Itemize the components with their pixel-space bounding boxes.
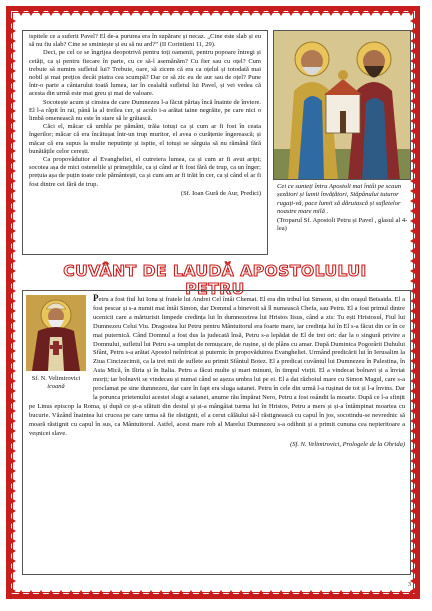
border-triangle [11, 138, 16, 144]
border-triangle [138, 11, 144, 16]
border-triangle [268, 11, 274, 16]
top-signature: (Sf. Ioan Gură de Aur, Predici) [180, 189, 261, 197]
top-paragraph-3: Socotește acum și cinstea de care Dumnezeu l-a făcut părtaș încă înainte de înviere. El l-a răpit în rai, până la al treilea cer, și acolo i-a arătat taine negrăite, pe care nici o limbă omenească nu este în stare să le grăiască. [29, 98, 261, 123]
drop-letter: P [93, 293, 99, 303]
border-triangle [11, 168, 16, 174]
icon-caption-name: Sf. N. Velimirovici [31, 375, 81, 382]
border-triangle [11, 538, 16, 544]
border-triangle [278, 590, 284, 595]
border-triangle [11, 498, 16, 504]
border-triangle [18, 11, 24, 16]
border-triangle [38, 11, 44, 16]
border-triangle [11, 458, 16, 464]
border-triangle [388, 590, 394, 595]
border-triangle [11, 588, 16, 594]
article-title: CUVÂNT DE LAUDĂ APOSTOLULUI PETRU [63, 262, 367, 298]
border-triangle [368, 11, 374, 16]
border-triangle [410, 588, 415, 594]
velimirovici-icon-illustration [26, 295, 86, 371]
border-triangle [11, 378, 16, 384]
border-triangle [258, 11, 264, 16]
border-triangle [288, 11, 294, 16]
border-triangle [11, 508, 16, 514]
border-triangle [148, 590, 154, 595]
border-triangle [338, 590, 344, 595]
border-triangle [11, 238, 16, 244]
apostles-icon-illustration [274, 31, 411, 180]
border-triangle [248, 590, 254, 595]
border-triangle [410, 278, 415, 284]
border-triangle [268, 590, 274, 595]
bottom-article-source: (Sf. N. Velimirovici, Prologele de la Ohrida) [290, 440, 405, 448]
border-triangle [398, 590, 404, 595]
troparion-text: Cei ce sunteți întru Apostoli mai întâi pe scaun șezători și lumii învățători, Stăpânului tuturor rugați-vă, pace lumii să dăruiască și sufletelor noastre mare milă . [277, 183, 402, 216]
border-triangle [378, 590, 384, 595]
border-triangle [48, 590, 54, 595]
border-triangle [11, 198, 16, 204]
border-triangle [11, 338, 16, 344]
border-triangle [11, 488, 16, 494]
troparion-source: (Troparul Sf. Apostoli Petru și Pavel , glasul al 4-lea) [277, 216, 408, 233]
border-triangle [168, 11, 174, 16]
border-triangle [410, 268, 415, 274]
top-paragraph-5: Ca propovăduitor al Evangheliei, el cutreiera lumea, ca și cum ar fi avut aripi; socotea așa de mici ostenelile și primejdiile, ca și când ar fi fost fără de trup, ca un înger; prețuia așa de puțin toate cele pământești, ca și cum am ar fi trăit în cer, ca și când el ar fi fost dintre cei fără de trup. [29, 156, 262, 188]
border-triangle [11, 88, 16, 94]
border-triangle [11, 518, 16, 524]
border-triangle [11, 468, 16, 474]
border-triangle [11, 28, 16, 34]
border-triangle [78, 590, 84, 595]
border-triangle [198, 590, 204, 595]
velimirovici-icon-image [26, 295, 86, 371]
border-triangle [11, 208, 16, 214]
border-triangle [188, 11, 194, 16]
border-triangle [11, 438, 16, 444]
border-triangle [68, 11, 74, 16]
border-triangle [328, 590, 334, 595]
border-triangle [11, 128, 16, 134]
border-triangle [11, 258, 16, 264]
border-triangle [11, 178, 16, 184]
border-triangle [410, 238, 415, 244]
border-triangle [298, 11, 304, 16]
border-triangle [388, 11, 394, 16]
border-triangle [98, 11, 104, 16]
border-triangle [18, 590, 24, 595]
border-triangle [11, 398, 16, 404]
border-triangle [11, 288, 16, 294]
border-triangle [118, 11, 124, 16]
border-triangle [318, 590, 324, 595]
border-triangle [238, 11, 244, 16]
apostles-icon-image [273, 30, 411, 180]
border-triangle [11, 478, 16, 484]
border-triangle [11, 348, 16, 354]
border-triangle [11, 218, 16, 224]
border-triangle [11, 118, 16, 124]
border-triangle [138, 590, 144, 595]
border-triangle [58, 11, 64, 16]
border-triangle [11, 18, 16, 24]
border-triangle [208, 590, 214, 595]
top-paragraph-4: Căci el, măcar că umbla pe pământ, trăia totuși ca și cum ar fi fost în ceata îngerilor; măcar că era încătușat într-un trup muritor, el avea o curățenie îngerească; și măcar că era supus la multe neputințe și ispite, el totuși se sârguia să nu rămână fără bunătățile celor cerești. [29, 123, 261, 155]
border-triangle [358, 11, 364, 16]
top-article [22, 30, 268, 255]
border-triangle [11, 188, 16, 194]
border-triangle [98, 590, 104, 595]
border-triangle [188, 590, 194, 595]
border-triangle [338, 11, 344, 16]
border-triangle [11, 408, 16, 414]
border-triangle [158, 590, 164, 595]
bottom-article-text: etru a fost fiul lui Iona și fratele lui Andrei Cel întâi Chemat. El era din tribul lui Simeon, și din orașul Betsaida. El a fost pescar și s-a numit mai întâi Simon, dar Domnul a binevoit să îl numească Chefa, sau Petru. El a fost primul dintre ucenicii care a mărturisit limpede credința lui în dumnezeirea lui Hristos Iisus, când a zis: Tu ești Hristosul, Fiul lui Dumnezeu Celui Viu. Dragostea lui Petru pentru Mântuitorul era foarte mare, iar credința lui în El s-a făcut din ce în ce mai puternică. Când Domnul a fost dus la judecată însă, Petru s-a lepădat de El de trei ori: dar la o singură privire a Domnului, sufletul lui Petru s-a umplut de remușcare, de rușine, și de plâns cu amar. După Duminica Pogorârii Duhului Sfânt, Petru s-a arătat Apostol neînfricat și puternic în propovăduirea Evangheliei. Urmând predicării lui în Ierusalim la Ziua Cincizecimii, ca la trei mii de suflete au primit Sfântul Botez. El a predicat cuvântul lui Dumnezeu în Palestina, în Asia Mică, în Iliria și în Italia. Petru a făcut multe și mari minuni, în timpul vieții. El a vindecat bolnavi și a înviat morți; iar bolnavii se vindecau și numai când se așeza umbra lui pe ei. El a dat războiul mare cu Simon Magul, care s-a proclamat pe sine dumnezeu, dar care în fapt era sluga satanei. Petru în cele din urmă l-a rușinat de tot și l-a învins. Dar la porunca prietenului acestei slugi a satanei, anume rău împărat Nero, Petru a fost osândit la moarte. După ce l-a sfințit pe Linus episcop la Roma, și după ce și-a sfătuit din destul și și-a mângâiat turma lui în Hristos, Petru a mers și și-a întâmpinat moartea cu bucurie. Văzând înaintea lui crucea pe care urma să fie răstignit, el a cerut călăului să-l răstignească cu capul în jos, socotindu-se nevrednic să moară răstignit cu capul în sus, ca Mântuitorul. Astfel, acest mare rob al Marelui Dumnezeu s-a odihnit și a primit cununa cea nepieritoare a veșnicei slave. [29, 296, 405, 437]
border-triangle [288, 590, 294, 595]
border-triangle [28, 11, 34, 16]
border-triangle [11, 318, 16, 324]
border-triangle [108, 11, 114, 16]
border-triangle [11, 148, 16, 154]
border-triangle [298, 590, 304, 595]
troparion-caption [277, 183, 411, 233]
border-triangle [11, 388, 16, 394]
border-triangle [178, 11, 184, 16]
border-triangle [11, 418, 16, 424]
border-triangle [11, 58, 16, 64]
border-triangle [11, 248, 16, 254]
border-triangle [148, 11, 154, 16]
border-triangle [11, 98, 16, 104]
border-triangle [318, 11, 324, 16]
border-triangle [28, 590, 34, 595]
border-triangle [128, 11, 134, 16]
border-triangle [11, 48, 16, 54]
border-triangle [11, 108, 16, 114]
border-triangle [11, 368, 16, 374]
border-triangle [78, 11, 84, 16]
border-triangle [11, 278, 16, 284]
border-triangle [178, 590, 184, 595]
border-triangle [228, 590, 234, 595]
border-triangle [398, 11, 404, 16]
border-triangle [118, 590, 124, 595]
bottom-article [22, 290, 411, 575]
border-triangle [238, 590, 244, 595]
top-paragraph-1: ispitele ce a suferit Pavel? El de-a pururea era în supărare și necaz. „Cine este slab și eu să nu fiu slab? Cine se smintește și eu să nu ard?” (II Corintieni 11, 29). [29, 33, 261, 49]
border-triangle [88, 11, 94, 16]
border-triangle [11, 158, 16, 164]
border-triangle [410, 248, 415, 254]
page-number: 3 [408, 582, 411, 588]
top-paragraph-2: Deci, pe cel ce se îngrijea deopotrivă pentru toți oamenii, pentru popoare întregi și cetăți, ca și pentru fiecare în parte, cu ce să-l asemănăm? Cu fier sau cu oțel? Cum trebuie să numim sufletul lui? Trebuie, oare, să zicem că era ca oțelul și totodată mai nobil și mai prețios decât piatra cea scumpă? Dar ce să zic eu de aur sau de oțel? Pune într-o parte a cântarului toată lumea, iar în cealaltă sufletul lui Pavel, și vei vedea că acesta din urmă este mai greu și mai de valoare. [29, 49, 261, 98]
border-triangle [168, 590, 174, 595]
border-triangle [11, 548, 16, 554]
border-triangle [128, 590, 134, 595]
border-triangle [11, 578, 16, 584]
border-triangle [11, 78, 16, 84]
border-triangle [88, 590, 94, 595]
border-triangle [378, 11, 384, 16]
border-triangle [218, 11, 224, 16]
border-triangle [58, 590, 64, 595]
border-triangle [11, 298, 16, 304]
border-triangle [158, 11, 164, 16]
border-triangle [328, 11, 334, 16]
border-triangle [11, 328, 16, 334]
border-triangle [368, 590, 374, 595]
border-triangle [408, 11, 414, 16]
border-triangle [11, 68, 16, 74]
border-triangle [410, 18, 415, 24]
border-triangle [308, 590, 314, 595]
border-triangle [11, 528, 16, 534]
icon-caption-label: icoană [47, 383, 65, 391]
border-triangle [11, 558, 16, 564]
border-triangle [348, 590, 354, 595]
border-triangle [308, 11, 314, 16]
border-triangle [11, 268, 16, 274]
border-triangle [208, 11, 214, 16]
border-triangle [228, 11, 234, 16]
border-triangle [11, 428, 16, 434]
border-triangle [258, 590, 264, 595]
border-triangle [278, 11, 284, 16]
border-triangle [48, 11, 54, 16]
border-triangle [11, 448, 16, 454]
border-triangle [348, 11, 354, 16]
border-triangle [11, 358, 16, 364]
border-triangle [11, 38, 16, 44]
border-triangle [248, 11, 254, 16]
border-triangle [68, 590, 74, 595]
border-triangle [38, 590, 44, 595]
border-triangle [11, 568, 16, 574]
icon-caption [25, 375, 87, 391]
border-triangle [410, 258, 415, 264]
border-triangle [11, 228, 16, 234]
border-triangle [11, 308, 16, 314]
border-triangle [358, 590, 364, 595]
border-triangle [218, 590, 224, 595]
border-triangle [198, 11, 204, 16]
border-triangle [108, 590, 114, 595]
